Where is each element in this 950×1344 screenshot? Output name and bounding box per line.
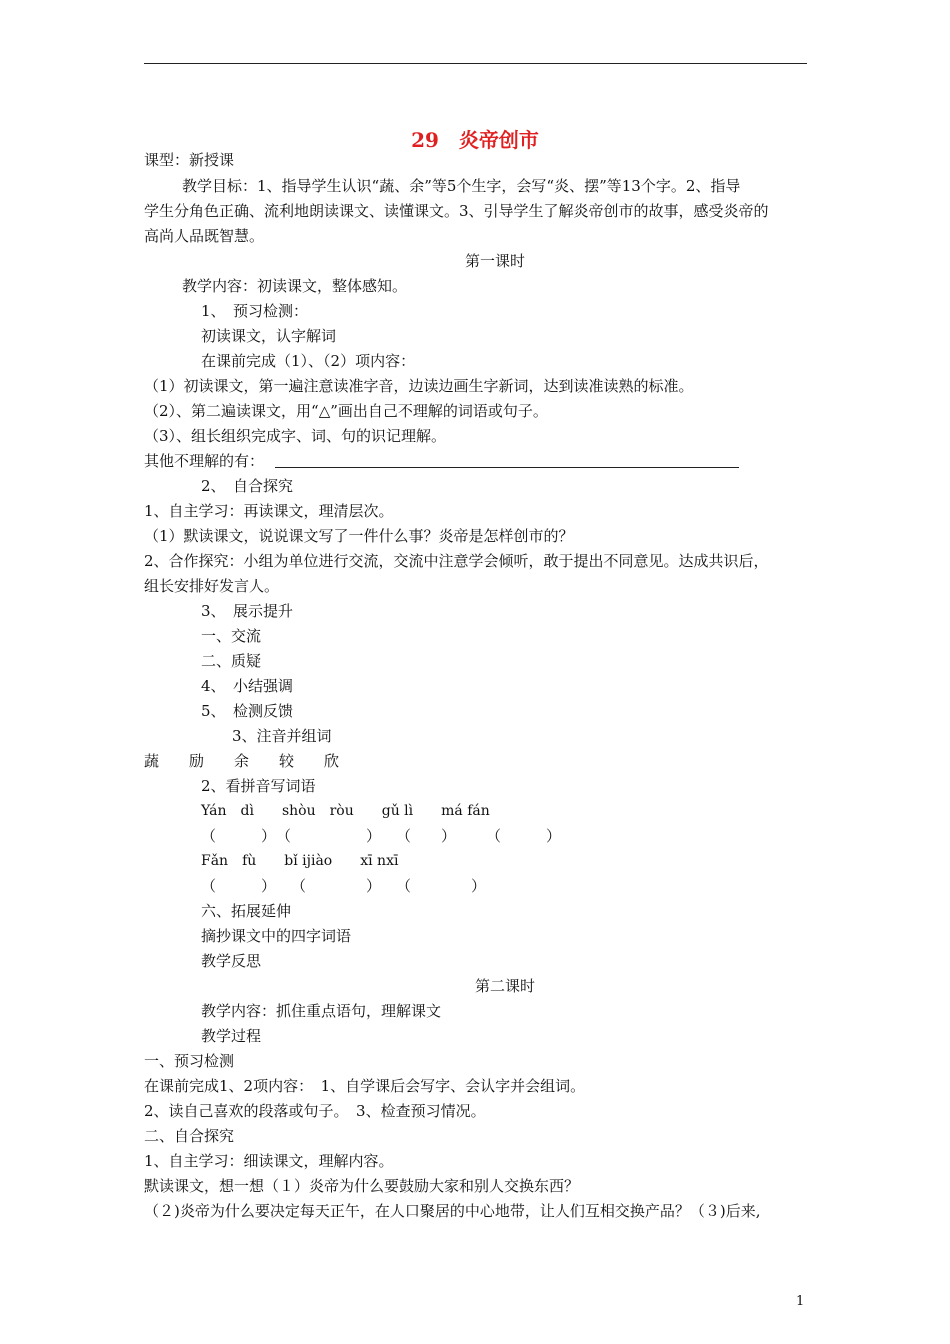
- text-line: 一、交流: [201, 627, 262, 645]
- text-line: 课型：新授课: [144, 151, 235, 169]
- text-line: 初读课文，认字解词: [201, 327, 337, 345]
- page-number: 1: [796, 1294, 805, 1309]
- text-line: 3、注音并组词: [232, 727, 332, 745]
- text-line: （1）默读课文，说说课文写了一件什么事？炎帝是怎样创市的？: [144, 527, 574, 545]
- text-line: 蔬 励 余 较 欣: [144, 752, 340, 770]
- text-line: （2）、第二遍读课文，用“△”画出自己不理解的词语或句子。: [144, 402, 548, 420]
- fill-in-blank: [275, 467, 739, 468]
- text-line: 其他不理解的有：: [144, 452, 265, 470]
- text-line: 在课前完成（1）、（2）项内容：: [201, 352, 416, 370]
- header-rule: [144, 63, 807, 64]
- pinyin-line: Fǎn fù bǐ ijiào xī nxī: [201, 853, 399, 869]
- section-heading: 第一课时: [464, 252, 525, 270]
- text-line: 摘抄课文中的四字词语: [201, 927, 352, 945]
- text-line: （２)炎帝为什么要决定每天正午，在人口聚居的中心地带，让人们互相交换产品？（３)后来,: [144, 1202, 761, 1220]
- text-line: 组长安排好发言人。: [144, 577, 280, 595]
- blank-parentheses: （ ） （ ） （ ）: [201, 877, 487, 895]
- text-line: 六、拓展延伸: [201, 902, 292, 920]
- text-line: 学生分角色正确、流利地朗读课文、读懂课文。3、引导学生了解炎帝创市的故事，感受炎帝的: [144, 202, 769, 220]
- text-line: 2、合作探究：小组为单位进行交流，交流中注意学会倾听，敢于提出不同意见。达成共识后，: [144, 552, 769, 570]
- text-line: 二、自合探究: [144, 1127, 235, 1145]
- section-heading: 第二课时: [474, 977, 535, 995]
- text-line: （1）初读课文，第一遍注意读准字音，边读边画生字新词，达到读准读熟的标准。: [144, 377, 694, 395]
- text-line: 1、自主学习：再读课文，理清层次。: [144, 502, 394, 520]
- text-line: 1、自主学习：细读课文，理解内容。: [144, 1152, 394, 1170]
- pinyin-line: Yán dì shòu ròu gǔ lì má fán: [201, 803, 490, 819]
- text-line: （3）、组长组织完成字、词、句的识记理解。: [144, 427, 447, 445]
- text-line: 4、 小结强调: [201, 677, 294, 695]
- text-line: 2、 自合探究: [201, 477, 294, 495]
- text-line: 3、 展示提升: [201, 602, 294, 620]
- text-line: 教学目标：1、指导学生认识“蔬、余”等5个生字，会写“炎、摆”等13个字。2、指导: [182, 177, 741, 195]
- blank-parentheses: （ ） （ ） （ ） （ ）: [201, 827, 562, 845]
- text-line: 2、读自己喜欢的段落或句子。 3、检查预习情况。: [144, 1102, 486, 1120]
- text-line: 1、 预习检测：: [201, 302, 309, 320]
- text-line: 教学内容：抓住重点语句，理解课文: [201, 1002, 442, 1020]
- lesson-title: 29 炎帝创市: [411, 128, 539, 152]
- text-line: 教学内容：初读课文，整体感知。: [182, 277, 408, 295]
- text-line: 教学反思: [201, 952, 262, 970]
- text-line: 一、预习检测: [144, 1052, 235, 1070]
- text-line: 5、 检测反馈: [201, 702, 294, 720]
- text-line: 默读课文，想一想（１）炎帝为什么要鼓励大家和别人交换东西？: [144, 1177, 580, 1195]
- text-line: 教学过程: [201, 1027, 262, 1045]
- text-line: 2、看拼音写词语: [201, 777, 316, 795]
- text-line: 高尚人品既智慧。: [144, 227, 265, 245]
- text-line: 二、质疑: [201, 652, 262, 670]
- text-line: 在课前完成1、2项内容： 1、自学课后会写字、会认字并会组词。: [144, 1077, 586, 1095]
